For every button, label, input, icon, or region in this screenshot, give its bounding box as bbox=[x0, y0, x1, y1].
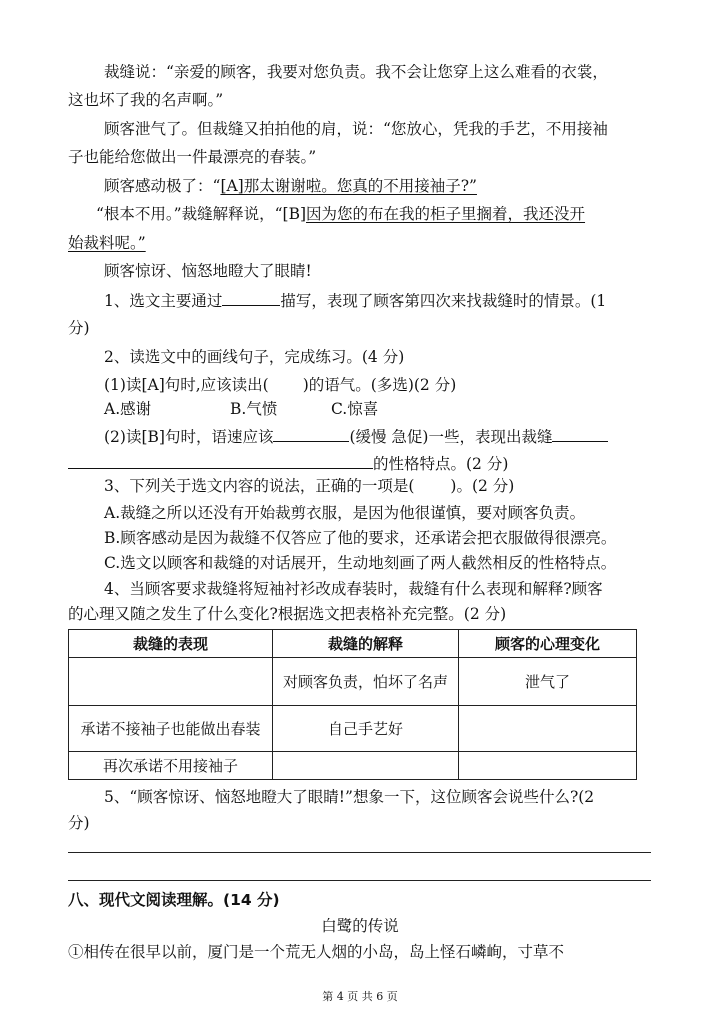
passage-line: 子也能给您做出一件最漂亮的春装。” bbox=[68, 148, 317, 166]
question-2: 2、读选文中的画线句子，完成练习。(4 分) bbox=[104, 348, 405, 366]
answer-blank[interactable] bbox=[222, 289, 280, 306]
answer-blank[interactable] bbox=[273, 425, 349, 442]
question-2-2-cont bbox=[68, 452, 508, 475]
table-cell-blank[interactable] bbox=[273, 752, 459, 780]
table-cell-blank[interactable] bbox=[69, 658, 273, 706]
section-heading: 八、现代文阅读理解。(14 分) bbox=[68, 891, 280, 909]
question-2-1 bbox=[104, 374, 456, 396]
underlined-sentence-b: 因为您的布在我的柜子里搁着，我还没开 bbox=[306, 205, 586, 223]
table-row bbox=[69, 752, 637, 780]
article-title: 白鹭的传说 bbox=[321, 917, 399, 935]
question-text: 1、选文主要通过 bbox=[104, 292, 223, 310]
answer-blank[interactable] bbox=[68, 452, 373, 469]
option-c: C.选文以顾客和裁缝的对话展开，生动地刻画了两人截然相反的性格特点。 bbox=[104, 554, 617, 572]
question-text: (2)读[B]句时，语速应该 bbox=[104, 428, 274, 446]
question-5: 5、“顾客惊讶、恼怒地瞪大了眼睛!”想象一下，这位顾客会说些什么?(2 bbox=[104, 788, 595, 806]
passage-line bbox=[104, 175, 477, 197]
question-text: )。(2 分) bbox=[450, 477, 515, 495]
question-text: 分) bbox=[68, 319, 90, 337]
passage-text: “根本不用。”裁缝解释说，“[B] bbox=[96, 205, 307, 223]
table-row bbox=[69, 658, 637, 706]
table-cell: 再次承诺不用接袖子 bbox=[69, 752, 273, 780]
passage-line: 顾客泄气了。但裁缝又拍拍他的肩，说：“您放心，凭我的手艺，不用接袖 bbox=[104, 120, 608, 138]
table-cell-blank[interactable] bbox=[459, 706, 637, 752]
table-header: 裁缝的表现 bbox=[69, 630, 273, 658]
passage-line: 顾客惊讶、恼怒地瞪大了眼睛! bbox=[104, 262, 312, 280]
question-text: (1)读[A]句时,应该读出( bbox=[104, 376, 269, 394]
page-footer: 第 4 页 共 6 页 bbox=[322, 990, 398, 1003]
question-5-cont: 分) bbox=[68, 814, 90, 832]
table-cell: 对顾客负责，怕坏了名声 bbox=[273, 658, 459, 706]
passage-line: 这也坏了我的名声啊。” bbox=[68, 91, 224, 109]
table-header: 裁缝的解释 bbox=[273, 630, 459, 658]
question-text: 的性格特点。(2 分) bbox=[373, 455, 509, 473]
underlined-sentence-a: [A]那太谢谢啦。您真的不用接袖子?” bbox=[220, 177, 477, 195]
question-text: (缓慢 急促)一些，表现出裁缝 bbox=[349, 428, 553, 446]
table-header-row bbox=[69, 630, 637, 658]
table-cell: 自己手艺好 bbox=[273, 706, 459, 752]
option-c: C.惊喜 bbox=[331, 400, 379, 418]
table-cell-blank[interactable] bbox=[459, 752, 637, 780]
question-4: 4、当顾客要求裁缝将短袖衬衫改成春装时，裁缝有什么表现和解释?顾客 bbox=[104, 580, 603, 598]
option-b: B.气愤 bbox=[230, 400, 278, 418]
answer-line[interactable] bbox=[68, 880, 651, 881]
option-a: A.裁缝之所以还没有开始裁剪衣服，是因为他很谨慎，要对顾客负责。 bbox=[104, 504, 586, 522]
table-cell: 承诺不接袖子也能做出春装 bbox=[69, 706, 273, 752]
option-a: A.感谢 bbox=[104, 400, 152, 418]
question-2-2 bbox=[104, 425, 608, 448]
question-text: 3、下列关于选文内容的说法，正确的一项是( bbox=[104, 477, 415, 495]
question-3 bbox=[104, 475, 514, 497]
table-header: 顾客的心理变化 bbox=[459, 630, 637, 658]
answer-line[interactable] bbox=[68, 852, 651, 853]
table-row bbox=[69, 706, 637, 752]
passage-text: 顾客感动极了：“ bbox=[104, 177, 221, 195]
table-cell: 泄气了 bbox=[459, 658, 637, 706]
answer-table bbox=[68, 629, 637, 780]
article-paragraph: ①相传在很早以前，厦门是一个荒无人烟的小岛，岛上怪石嶙峋，寸草不 bbox=[68, 943, 565, 961]
question-text: 描写，表现了顾客第四次来找裁缝时的情景。(1 bbox=[280, 292, 607, 310]
option-b: B.顾客感动是因为裁缝不仅答应了他的要求，还承诺会把衣服做得很漂亮。 bbox=[104, 529, 617, 547]
question-text: )的语气。(多选)(2 分) bbox=[302, 376, 457, 394]
passage-line: 裁缝说：“亲爱的顾客，我要对您负责。我不会让您穿上这么难看的衣裳， bbox=[104, 63, 608, 81]
question-4-cont: 的心理又随之发生了什么变化?根据选文把表格补充完整。(2 分) bbox=[68, 605, 507, 623]
underlined-sentence-b-cont: 始裁料呢。” bbox=[68, 234, 146, 252]
answer-blank[interactable] bbox=[552, 425, 608, 442]
question-1 bbox=[104, 289, 606, 312]
passage-line bbox=[96, 203, 585, 225]
passage-line bbox=[68, 232, 146, 254]
